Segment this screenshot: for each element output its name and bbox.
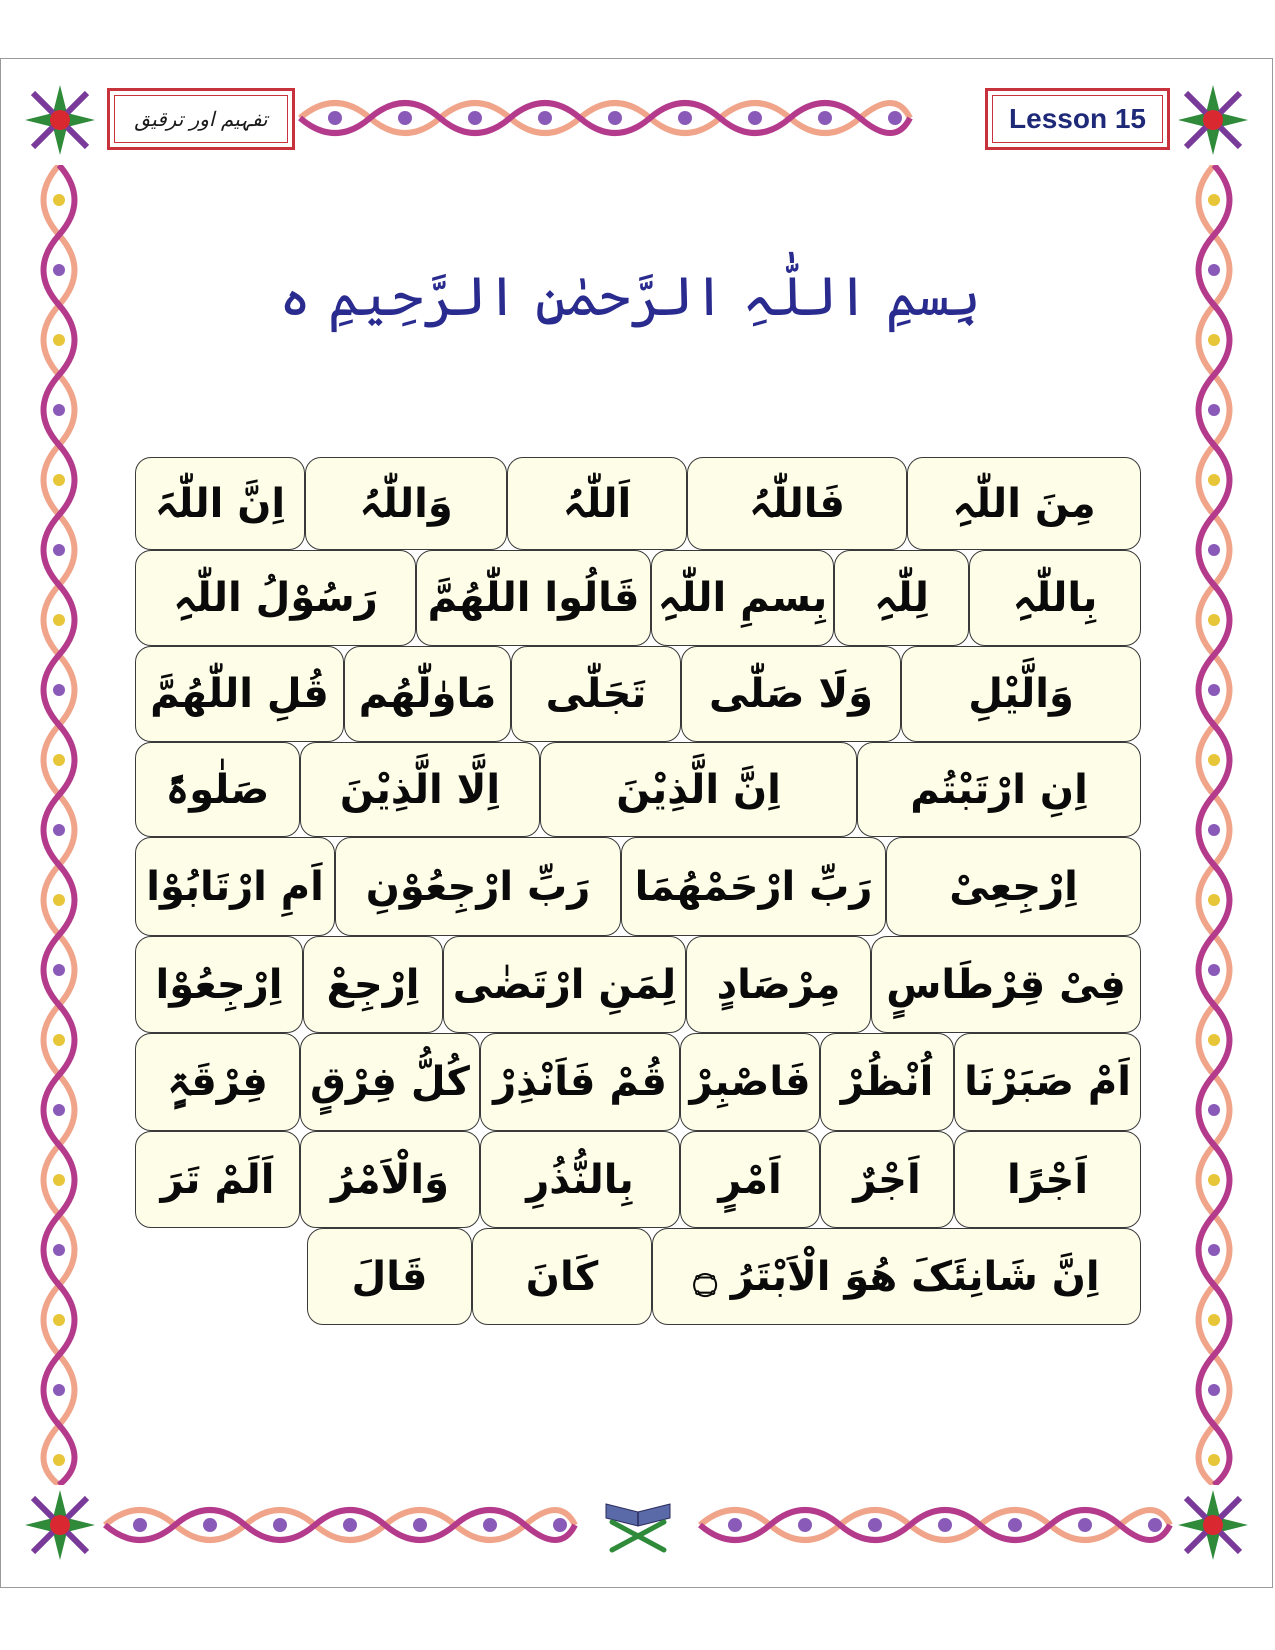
word-cell: فِرْقَۃٍ [135, 1033, 300, 1131]
word-cell: صَلٰوۃً [135, 742, 300, 837]
word-cell: اِرْجِعْ [303, 936, 443, 1033]
word-cell: لِلّٰہِ [834, 550, 969, 646]
word-cell: کُلُّ فِرْقٍ [300, 1033, 480, 1131]
word-cell: اِنَّ اللّٰہَ [135, 457, 305, 550]
corner-flower-icon-top-right [1178, 85, 1248, 155]
word-cell: وَالَّیْلِ [901, 646, 1141, 742]
grid-row-9 [307, 1228, 1141, 1325]
corner-flower-icon-bottom-right [1178, 1490, 1248, 1560]
grid-row-4 [135, 742, 1141, 837]
header-left-label-box [107, 88, 295, 150]
word-cell: اَمِ ارْتَابُوْا [135, 837, 335, 936]
word-cell: وَاللّٰہُ [305, 457, 507, 550]
corner-flower-icon-bottom-left [25, 1490, 95, 1560]
corner-flower-icon-top-left [25, 85, 95, 155]
word-cell: اَللّٰہُ [507, 457, 687, 550]
word-cell: رَسُوْلُ اللّٰہِ [135, 550, 416, 646]
grid-row-6 [135, 936, 1141, 1033]
word-cell: اَلَمْ تَرَ [135, 1131, 300, 1228]
word-cell: اُنْظُرْ [820, 1033, 954, 1131]
word-cell: قُلِ اللّٰھُمَّ [135, 646, 344, 742]
word-cell: بِاللّٰہِ [969, 550, 1141, 646]
word-cell: رَبِّ ارْجِعُوْنِ [335, 837, 621, 936]
word-cell: اِلَّا الَّذِیْنَ [300, 742, 540, 837]
header-left-label: تفہیم اور ترقیق [134, 107, 268, 131]
bismillah-heading: بِسمِ اللّٰہِ الرَّحمٰنِ الرَّحِیمِ ہ [279, 265, 981, 328]
word-cell: وَلَا صَلّٰی [681, 646, 901, 742]
word-cell: وَالْاَمْرُ [300, 1131, 480, 1228]
word-cell: اَجْرٌ [820, 1131, 954, 1228]
word-cell: کَانَ [472, 1228, 652, 1325]
word-cell: قَالَ [307, 1228, 472, 1325]
grid-row-7 [135, 1033, 1141, 1131]
word-cell: اَمْ صَبَرْنَا [954, 1033, 1141, 1131]
grid-row-8 [135, 1131, 1141, 1228]
bottom-ornament-border-left [100, 1495, 580, 1555]
word-cell: قَالُوا اللّٰھُمَّ [416, 550, 651, 646]
right-ornament-border [1183, 165, 1245, 1485]
quran-stand-icon [598, 1492, 678, 1554]
left-ornament-border [28, 165, 90, 1485]
word-cell: اِنَّ الَّذِیْنَ [540, 742, 857, 837]
word-cell: مِنَ اللّٰہِ [907, 457, 1141, 550]
word-cell: اَجْرًا [954, 1131, 1141, 1228]
grid-row-3 [135, 646, 1141, 742]
word-cell: مَاوٰلّٰھُم [344, 646, 511, 742]
word-cell: مِرْصَادٍ [686, 936, 871, 1033]
grid-row-2 [135, 550, 1141, 646]
lesson-number-label: Lesson 15 [1009, 103, 1146, 134]
word-cell: اِنَّ شَانِئَکَ ھُوَ الْاَبْتَرُ ۝ [652, 1228, 1141, 1325]
word-cell: اِرْجِعِیْ [886, 837, 1141, 936]
word-cell: قُمْ فَاَنْذِرْ [480, 1033, 680, 1131]
word-cell: فَاللّٰہُ [687, 457, 907, 550]
grid-row-1 [135, 457, 1141, 550]
top-ornament-border [295, 88, 915, 148]
grid-row-5 [135, 837, 1141, 936]
word-cell: اِرْجِعُوْا [135, 936, 303, 1033]
word-cell: اَمْرٍ [680, 1131, 820, 1228]
word-cell: بِالنُّذُرِ [480, 1131, 680, 1228]
header-right-label-box [985, 88, 1170, 150]
word-cell: فَاصْبِرْ [680, 1033, 820, 1131]
bottom-ornament-border-right [695, 1495, 1175, 1555]
word-cell: فِیْ قِرْطَاسٍ [871, 936, 1141, 1033]
word-cell: تَجَلّٰی [511, 646, 681, 742]
word-cell: اِنِ ارْتَبْتُم [857, 742, 1141, 837]
word-cell: بِسمِ اللّٰہِ [651, 550, 834, 646]
word-cell: لِمَنِ ارْتَضٰی [443, 936, 686, 1033]
word-cell: رَبِّ ارْحَمْھُمَا [621, 837, 886, 936]
